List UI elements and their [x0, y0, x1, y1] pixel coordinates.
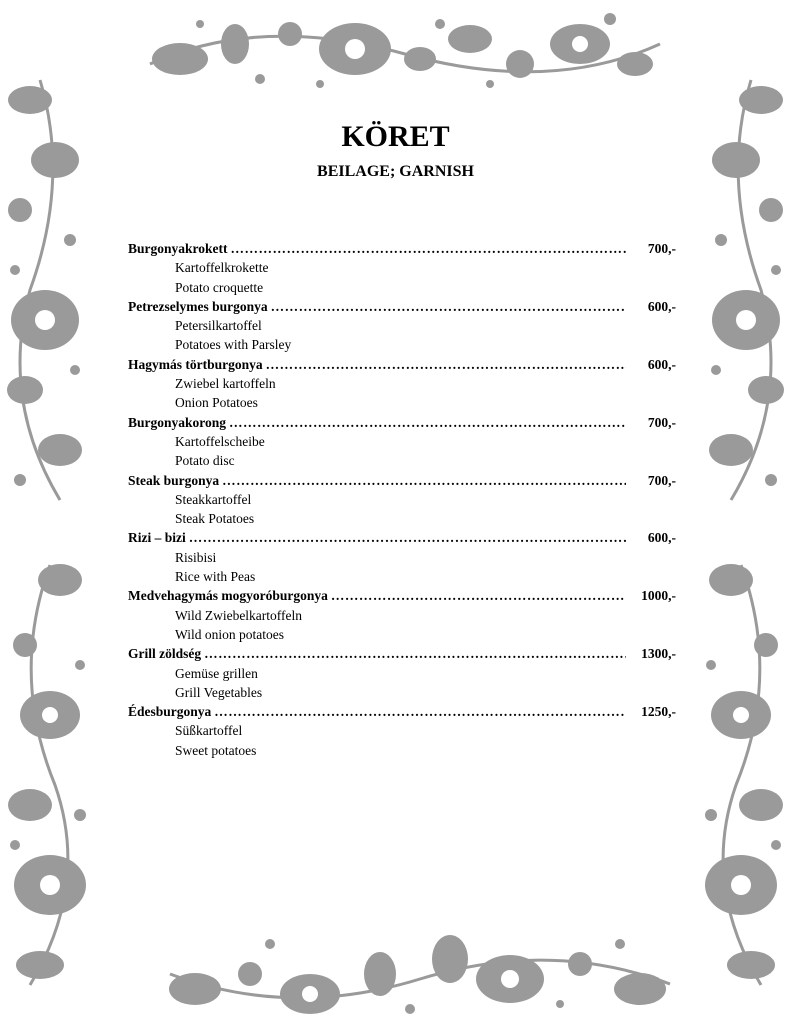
dot-leader	[331, 586, 626, 605]
dot-leader	[189, 528, 626, 547]
dot-leader	[266, 355, 626, 374]
menu-item-name: Burgonyakrokett	[128, 241, 228, 256]
menu-item-row	[128, 702, 676, 721]
menu-item-german: Petersilkartoffel	[175, 318, 262, 334]
menu-item-german: Risibisi	[175, 549, 217, 565]
menu-item-english: Steak Potatoes	[175, 511, 255, 527]
menu-item-name: Burgonyakorong	[128, 414, 227, 430]
menu-item	[128, 471, 676, 529]
menu-item-german: Zwiebel kartoffeln	[175, 376, 276, 392]
menu-item-english: Rice with Peas	[175, 569, 256, 585]
menu-item-german: Süßkartoffel	[175, 723, 243, 739]
menu-item-name: Steak burgonya	[128, 472, 220, 488]
menu-item-name: Rizi – bizi	[128, 530, 186, 546]
menu-item	[128, 413, 676, 471]
dot-leader	[214, 702, 626, 721]
menu-item-english: Wild onion potatoes	[175, 626, 284, 642]
page-subtitle: BEILAGE; GARNISH	[317, 163, 474, 180]
menu-item-german: Gemüse grillen	[175, 665, 258, 681]
menu-item-price: 1000,-	[641, 588, 676, 604]
menu-item-price: 600,-	[647, 298, 676, 314]
menu-item-price: 1300,-	[641, 646, 676, 662]
dot-leader	[271, 297, 626, 316]
menu-item-row	[128, 471, 676, 490]
menu-item-price: 1250,-	[641, 704, 676, 720]
menu-item-row	[128, 528, 676, 547]
menu-item-price: 600,-	[647, 530, 676, 546]
menu-item-price: 700,-	[647, 241, 676, 256]
menu-item-price: 600,-	[647, 356, 676, 372]
menu-item-name: Hagymás törtburgonya	[128, 356, 263, 372]
menu-item	[128, 644, 676, 702]
floral-border-right-lower	[695, 555, 791, 995]
menu-item-price: 700,-	[647, 414, 676, 430]
menu-item	[128, 702, 676, 760]
menu-item-german: Steakkartoffel	[175, 491, 252, 507]
menu-item-english: Potatoes with Parsley	[175, 337, 292, 353]
menu-item-name: Grill zöldség	[128, 646, 202, 662]
menu-item-row	[128, 239, 676, 258]
menu-item-name: Petrezselymes burgonya	[128, 298, 268, 314]
menu-item-english: Potato disc	[175, 453, 235, 469]
menu-item-german: Kartoffelscheibe	[175, 433, 265, 449]
menu-item-row	[128, 413, 676, 432]
floral-border-left-lower	[0, 555, 96, 995]
menu-item-english: Potato croquette	[175, 279, 264, 295]
menu-item-row	[128, 355, 676, 374]
menu-item-row	[128, 297, 676, 316]
dot-leader	[222, 471, 626, 490]
dot-leader	[204, 644, 626, 663]
floral-border-bottom	[160, 924, 680, 1024]
floral-border-top	[140, 4, 670, 104]
menu-item-english: Sweet potatoes	[175, 742, 257, 758]
menu-item-row	[128, 644, 676, 663]
menu-item-name: Édesburgonya	[128, 704, 212, 720]
menu-item-name: Medvehagymás mogyoróburgonya	[128, 588, 328, 604]
menu-item	[128, 528, 676, 586]
dot-leader	[229, 413, 626, 432]
page-title: KÖRET	[341, 120, 450, 153]
menu-item-german: Wild Zwiebelkartoffeln	[175, 607, 303, 623]
menu-item-english: Onion Potatoes	[175, 395, 258, 411]
menu-item-german: Kartoffelkrokette	[175, 260, 269, 276]
menu-item-price: 700,-	[647, 472, 676, 488]
menu-item	[128, 586, 676, 644]
menu-item	[128, 297, 676, 355]
menu-item-english: Grill Vegetables	[175, 684, 263, 700]
menu-list	[128, 239, 676, 760]
dot-leader	[231, 239, 626, 258]
menu-item-row	[128, 586, 676, 605]
menu-item	[128, 239, 676, 297]
menu-item	[128, 355, 676, 413]
